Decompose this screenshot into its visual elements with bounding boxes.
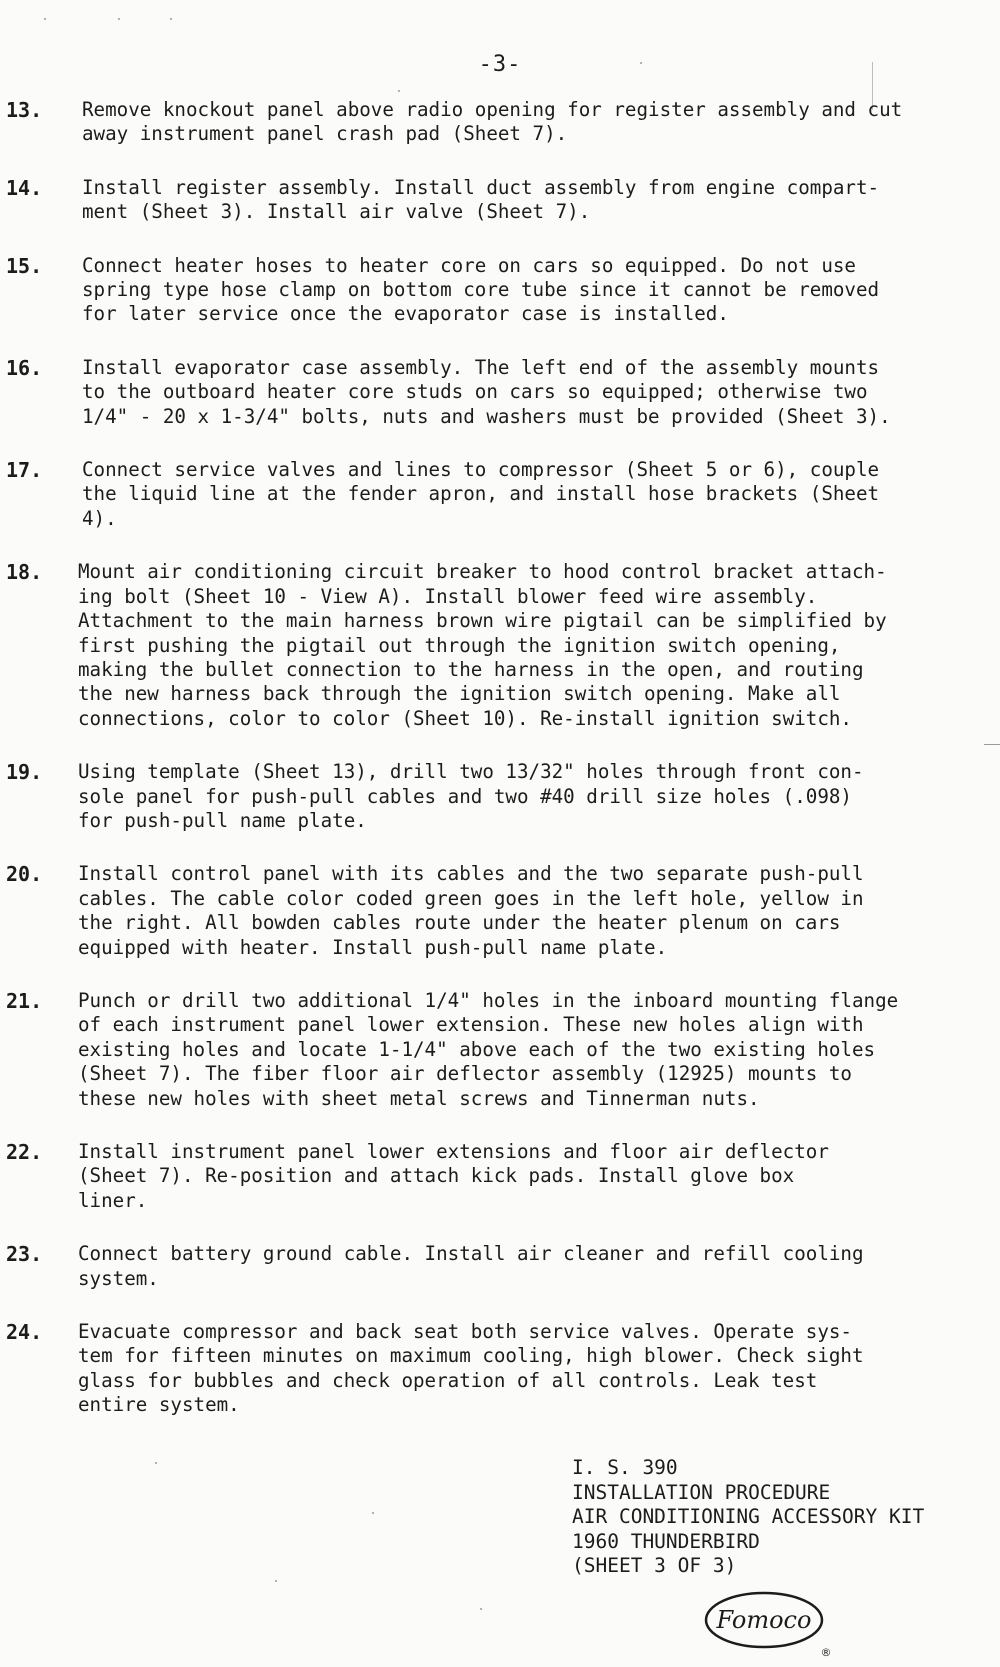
item-text: Evacuate compressor and back seat both service valves. Operate sys- tem for fifteen minutes on maximum cooling, high blower. Check sight glass for bubbles and check operation of all controls. Leak test entire system. [78,1320,864,1417]
list-item [0,254,1000,327]
instruction-list [0,98,1000,1447]
scan-speck [398,90,400,92]
scan-speck [480,1608,482,1610]
item-text: Connect service valves and lines to compressor (Sheet 5 or 6), couple the liquid line at the fender apron, and install hose brackets (Sheet 4). [82,458,880,530]
fomoco-oval-logo-icon [702,1590,842,1664]
list-item [0,1242,1000,1291]
item-text: Install register assembly. Install duct assembly from engine compart- ment (Sheet 3). Install air valve (Sheet 7). [82,175,880,224]
list-item [0,458,1000,531]
scan-speck [372,1512,374,1514]
item-number: 24. [6,1320,43,1345]
registered-mark: ® [820,1646,832,1659]
list-item [0,356,1000,429]
vehicle-model: 1960 THUNDERBIRD [572,1529,760,1553]
scan-speck [155,1462,157,1464]
item-text: Connect heater hoses to heater core on cars so equipped. Do not use spring type hose clamp on bottom core tube since it cannot be removed for later service once the evaporator case is installed. [82,253,880,326]
item-number: 23. [6,1242,43,1267]
list-item [0,98,1000,147]
item-text: Remove knockout panel above radio opening for register assembly and cut away instrument panel crash pad (Sheet 7). [82,98,903,146]
list-item [0,989,1000,1111]
item-text: Install evaporator case assembly. The left end of the assembly mounts to the outboard heater core studs on cars so equipped; otherwise two 1/4" - 20 x 1-3/4" bolts, nuts and washers must be provided (Sheet 3). [82,355,891,428]
document-number: I. S. 390 [572,1456,678,1479]
item-number: 16. [6,355,43,380]
list-item [0,1140,1000,1213]
item-number: 18. [6,560,43,585]
scan-speck [118,18,120,20]
item-number: 22. [6,1140,43,1164]
item-number: 21. [6,988,43,1013]
item-number: 17. [6,458,43,483]
document-signature-block [572,1456,924,1579]
list-item [0,1320,1000,1418]
item-number: 14. [6,175,43,200]
document-title: INSTALLATION PROCEDURE [572,1480,831,1504]
list-item [0,176,1000,225]
item-text: Mount air conditioning circuit breaker to hood control bracket attach- ing bolt (Sheet 10 - View A). Install blower feed wire assembly. Attachment to the main harness brown wire pigtail can be simplified by first pushing the pigtail out through the ignition switch opening, making the bullet connection to the harness in the open, and routing the new harness back through the ignition switch opening. Make all connections, color to color (Sheet 10). Re-install ignition switch. [78,560,887,730]
list-item [0,760,1000,833]
scan-speck [44,18,46,20]
scan-speck [275,1580,277,1582]
item-number: 19. [6,760,43,785]
logo-text: Fomoco [716,1606,812,1634]
scan-speck [170,18,172,20]
item-text: Using template (Sheet 13), drill two 13/32" holes through front con- sole panel for push-pull cables and two #40 drill size holes (.098) for push-pull name plate. [78,760,864,832]
item-number: 15. [6,253,43,278]
item-text: Install instrument panel lower extensions and floor air deflector (Sheet 7). Re-position and attach kick pads. Install glove box liner. [78,1140,829,1212]
page-number: -3- [478,52,522,77]
list-item [0,862,1000,960]
kit-name: AIR CONDITIONING ACCESSORY KIT [572,1505,925,1528]
item-number: 13. [6,98,43,122]
list-item [0,560,1000,731]
item-text: Connect battery ground cable. Install air cleaner and refill cooling system. [78,1242,864,1290]
item-text: Punch or drill two additional 1/4" holes in the inboard mounting flange of each instrument panel lower extension. These new holes align with existing holes and locate 1-1/4" above each of the two existing holes (Sheet 7). The fiber floor air deflector assembly (12925) mounts to these new holes with sheet metal screws and Tinnerman nuts. [78,988,899,1110]
item-text: Install control panel with its cables and the two separate push-pull cables. The cable color coded green goes in the left hole, yellow in the right. All bowden cables route under the heater plenum on cars equipped with heater. Install push-pull name plate. [78,862,864,959]
item-number: 20. [6,862,43,887]
sheet-count: (SHEET 3 OF 3) [572,1554,737,1577]
